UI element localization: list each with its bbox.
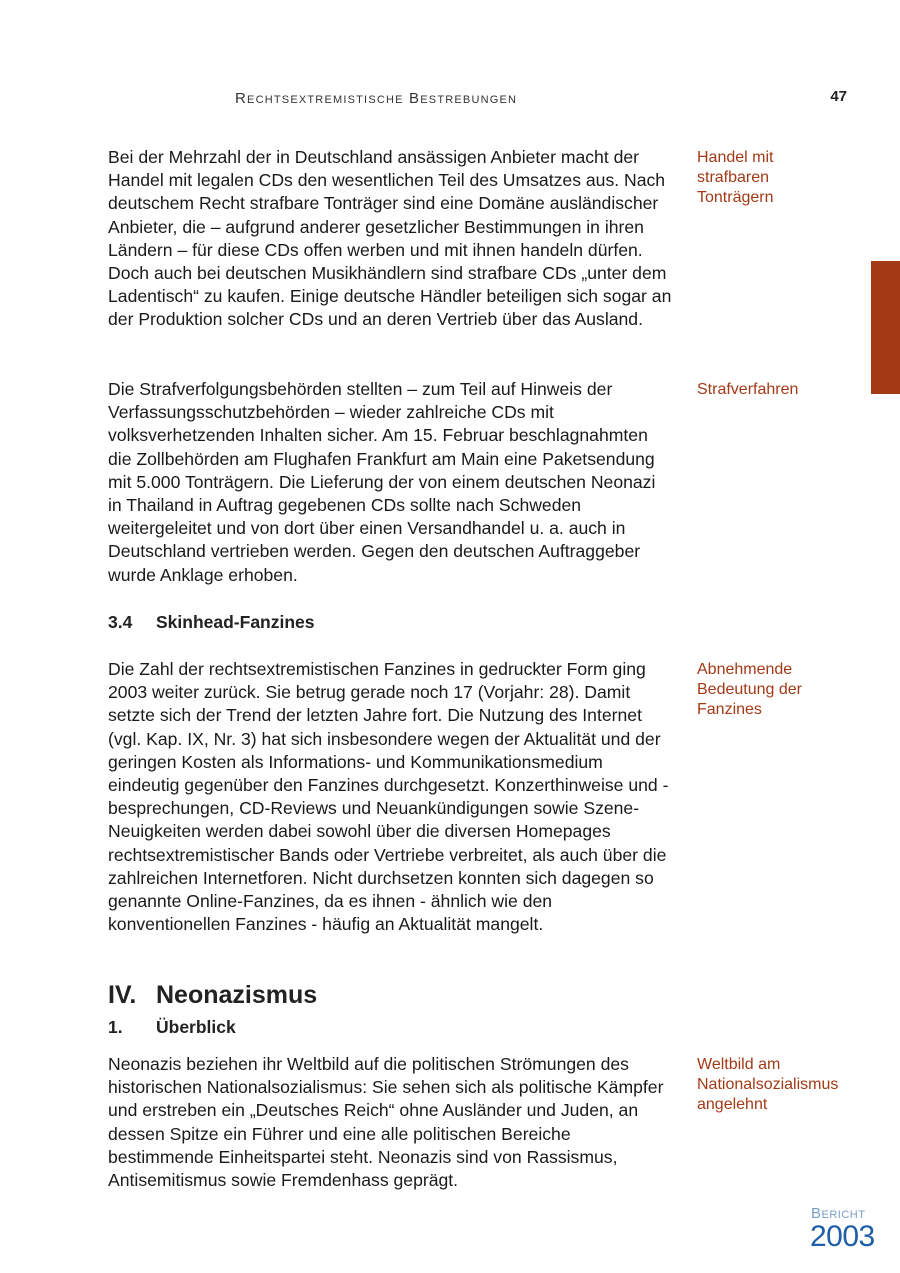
section-number-1: 1. [108, 1017, 123, 1037]
paragraph-strafverfahren: Die Strafverfolgungsbehörden stellten – zum Teil auf Hinweis der Verfassungsschutzbehörden – wieder zahlreiche CDs mit volksverhetzenden Inhalten sicher. Am 15. Februar beschlagnahmten die Zollbehörden am Flughafen Frankfurt am Main eine Paketsendung mit 5.000 Tonträgern. Die Lieferung der von einem deutschen Neonazi in Thailand in Auftrag gegebenen CDs sollte nach Schweden weitergeleitet und von dort über einen Versandhandel u. a. auch in Deutschland vertrieben werden. Gegen den deutschen Auftraggeber wurde Anklage erhoben. [108, 379, 656, 585]
margin-note-strafverfahren: Strafverfahren [697, 381, 799, 398]
margin-note-handel: Handel mit strafbaren Tonträgern [697, 149, 774, 206]
footer-bericht-label: Bericht [811, 1205, 866, 1222]
margin-note-fanzines: Abnehmende Bedeutung der Fanzines [697, 661, 802, 718]
section-title-ueberblick: Überblick [156, 1017, 236, 1037]
paragraph-fanzines: Die Zahl der rechtsextremistischen Fanzines in gedruckter Form ging 2003 weiter zurück. Sie betrug gerade noch 17 (Vorjahr: 28). Damit setzte sich der Trend der letzten Jahre fort. Die Nutzung des Internet (vgl. Kap. IX, Nr. 3) hat sich insbesondere wegen der Aktualität und der geringen Kosten als Informations- und Kommunikationsmedium eindeutig gegenüber den Fanzines durchgesetzt. Konzerthinweise und -besprechungen, CD-Reviews und Neuankündigungen sowie Szene-Neuigkeiten werden dabei sowohl über die diversen Homepages rechtsextremistischer Bands oder Vertriebe verbreitet, als auch über die zahlreichen Internetforen. Nicht durchsetzen konnten sich dagegen so genannte Online-Fanzines, da es ihnen - ähnlich wie den konventionellen Fanzines - häufig an Aktualität mangelt. [108, 659, 669, 935]
chapter-number-iv: IV. [108, 981, 137, 1009]
page-number: 47 [830, 88, 847, 105]
section-title-skinhead-fanzines: Skinhead-Fanzines [156, 612, 315, 632]
margin-note-weltbild: Weltbild am Nationalsozialismus angelehnt [697, 1056, 839, 1113]
paragraph-neonazis: Neonazis beziehen ihr Weltbild auf die politischen Strömungen des historischen Nationalsozialismus: Sie sehen sich als politische Kämpfer und erstreben ein „Deutsches Reich“ ohne Ausländer und Juden, an dessen Spitze ein Führer und eine alle politischen Bereiche bestimmende Einheitspartei steht. Neonazis sind von Rassismus, Antisemitismus sowie Fremdenhass geprägt. [108, 1054, 664, 1191]
chapter-side-tab [871, 261, 900, 394]
chapter-title-neonazismus: Neonazismus [156, 981, 318, 1009]
paragraph-handel: Bei der Mehrzahl der in Deutschland ansässigen Anbieter macht der Handel mit legalen CDs den wesentlichen Teil des Umsatzes aus. Nach deutschem Recht strafbare Tonträger sind eine Domäne ausländischer Anbieter, die – aufgrund anderer gesetzlicher Bestimmungen in ihren Ländern – für diese CDs offen werben und mit ihnen handeln dürfen. Doch auch bei deutschen Musikhändlern sind strafbare CDs „unter dem Ladentisch“ zu kaufen. Einige deutsche Händler beteiligen sich sogar an der Produktion solcher CDs und an deren Vertrieb über das Ausland. [108, 147, 672, 330]
section-number-3-4: 3.4 [108, 612, 133, 632]
running-header-title: Rechtsextremistische Bestrebungen [235, 90, 518, 107]
footer-year: 2003 [810, 1220, 875, 1253]
